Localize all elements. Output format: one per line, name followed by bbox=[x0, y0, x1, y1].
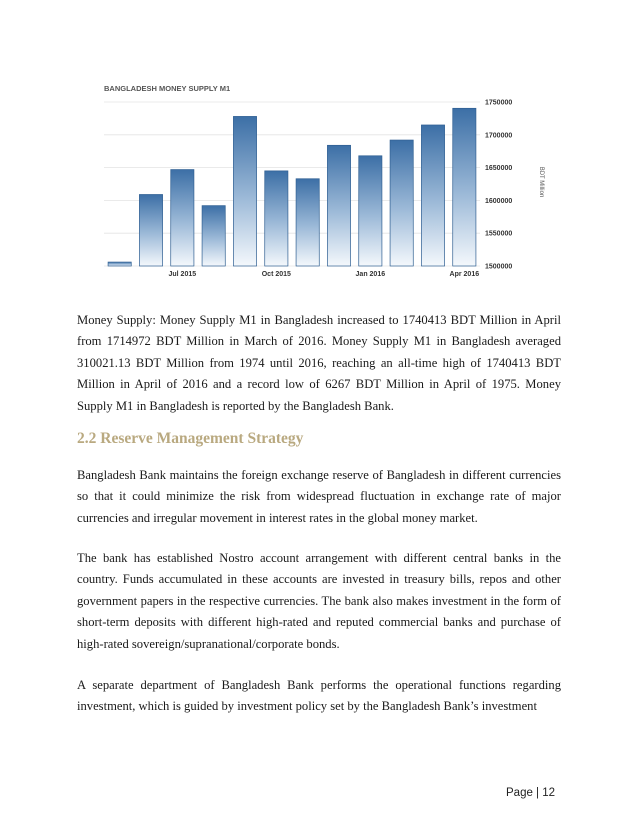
bar-aug-2015 bbox=[202, 206, 225, 266]
y-tick-labels bbox=[485, 100, 512, 271]
section-heading: 2.2 Reserve Management Strategy bbox=[77, 430, 304, 447]
y-axis-label: BDT Million bbox=[538, 166, 544, 198]
y-tick-label: 1650000 bbox=[485, 165, 513, 173]
chart-canvas bbox=[88, 76, 558, 281]
bar-sep-2015 bbox=[233, 116, 256, 266]
bar-oct-2015 bbox=[265, 171, 288, 266]
x-tick-labels bbox=[169, 271, 480, 278]
bar-nov-2015 bbox=[296, 179, 319, 266]
bar-jul-2015 bbox=[171, 170, 194, 266]
bars bbox=[108, 108, 476, 266]
bar-apr-2016 bbox=[453, 108, 476, 266]
y-tick-label: 1750000 bbox=[485, 99, 513, 107]
bar-may-2015 bbox=[108, 262, 131, 266]
reserve-paragraph: Bangladesh Bank maintains the foreign exchange reserve of Bangladesh in different currencies so that it could minimize the risk from widespread fluctuation in exchange rate of major currencies and irregular movement in interest rates in the global money market. bbox=[77, 468, 561, 525]
bar-jan-2016 bbox=[359, 156, 382, 266]
x-tick-label: Jan 2016 bbox=[355, 271, 386, 278]
department-paragraph: A separate department of Bangladesh Bank performs the operational functions regarding investment, which is guided by investment policy set by the Bangladesh Bank’s investment bbox=[77, 678, 561, 714]
bar-feb-2016 bbox=[390, 140, 413, 266]
x-tick-label: Jul 2015 bbox=[168, 271, 197, 278]
page-number: Page | 12 bbox=[506, 787, 556, 799]
x-tick-label: Apr 2016 bbox=[449, 271, 480, 278]
money-supply-paragraph: Money Supply: Money Supply M1 in Bangladesh increased to 1740413 BDT Million in April from 1714972 BDT Million in March of 2016. Money Supply M1 in Bangladesh averaged 310021.13 BDT Million from 1974 until 2016, reaching an all-time high of 1740413 BDT Million in April of 2016 and a record low of 6267 BDT Million in April of 1975. Money Supply M1 in Bangladesh is reported by the Bangladesh Bank. bbox=[77, 313, 561, 413]
bar-mar-2016 bbox=[421, 125, 444, 266]
y-tick-label: 1500000 bbox=[485, 263, 513, 271]
bar-jun-2015 bbox=[139, 194, 162, 266]
chart-title: BANGLADESH MONEY SUPPLY M1 bbox=[104, 84, 231, 93]
money-supply-chart bbox=[88, 76, 558, 281]
y-tick-label: 1550000 bbox=[485, 230, 513, 238]
y-tick-label: 1700000 bbox=[485, 132, 513, 140]
y-tick-label: 1600000 bbox=[485, 197, 513, 205]
bar-dec-2015 bbox=[327, 145, 350, 266]
nostro-paragraph: The bank has established Nostro account arrangement with different central banks in the country. Funds accumulated in these accounts are invested in treasury bills, repos and other government papers in the respective currencies. The bank also makes investment in the form of short-term deposits with different high-rated and reputed commercial banks and purchase of high-rated sovereign/supranational/corporate bonds. bbox=[77, 551, 561, 651]
x-tick-label: Oct 2015 bbox=[261, 271, 291, 278]
